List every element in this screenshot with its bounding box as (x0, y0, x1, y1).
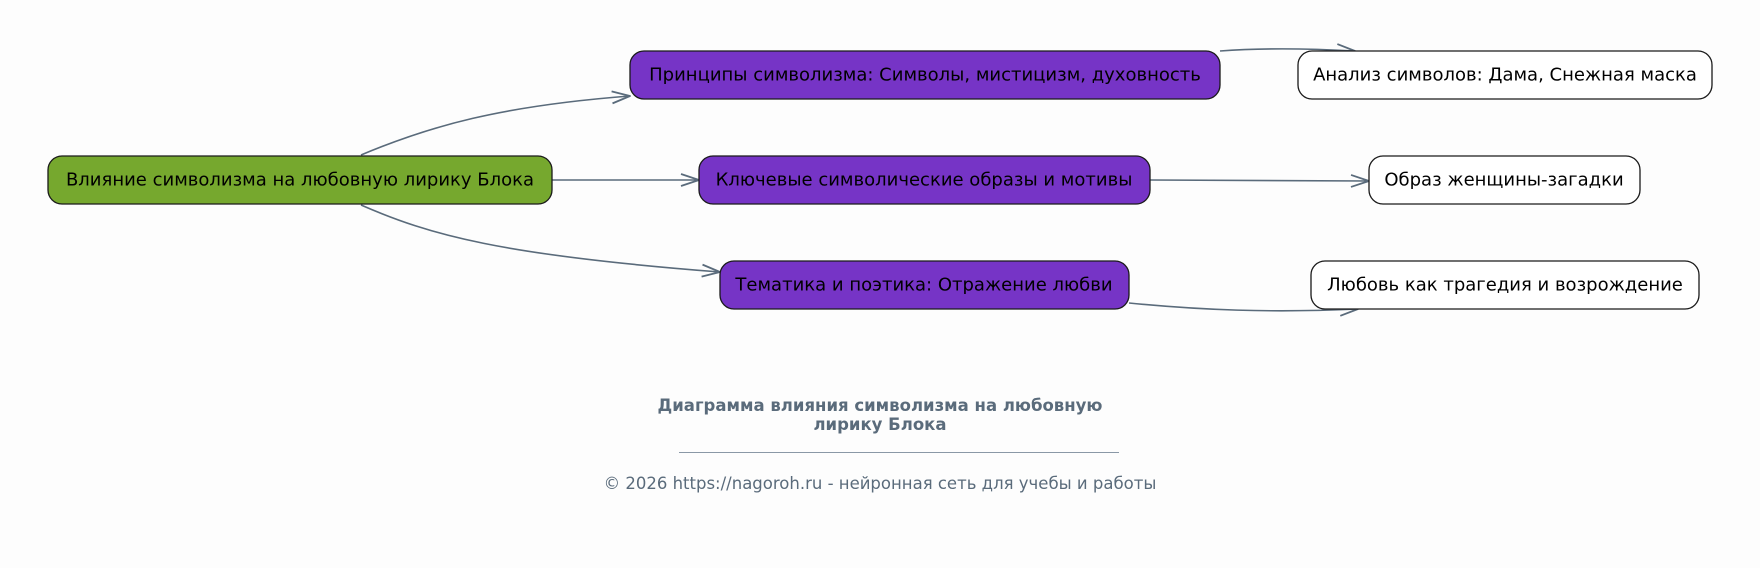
node-themes-label: Тематика и поэтика: Отражение любви (735, 274, 1113, 296)
edge-images-to-woman (1150, 180, 1369, 181)
caption-title-line-2: лирику Блока (813, 415, 947, 434)
copyright-text: © 2026 https://nagoroh.ru - нейронная сеть для учебы и работы (603, 474, 1157, 493)
node-root (48, 156, 552, 204)
node-root-label: Влияние символизма на любовную лирику Блока (65, 169, 535, 191)
node-images (699, 156, 1150, 204)
node-woman (1369, 156, 1640, 204)
edge-root-to-principles (361, 96, 630, 155)
node-love (1311, 261, 1699, 309)
node-images-label: Ключевые символические образы и мотивы (715, 169, 1133, 191)
edge-root-to-themes (361, 205, 720, 272)
diagram-caption-title (0, 396, 1760, 434)
node-principles (630, 51, 1220, 99)
node-love-label: Любовь как трагедия и возрождение (1327, 274, 1683, 296)
caption-title-line-1: Диаграмма влияния символизма на любовную (657, 396, 1103, 415)
caption-divider (679, 452, 1119, 453)
node-analysis-label: Анализ символов: Дама, Снежная маска (1313, 64, 1697, 86)
node-analysis (1298, 51, 1712, 99)
node-woman-label: Образ женщины-загадки (1384, 169, 1624, 191)
node-themes (720, 261, 1129, 309)
node-principles-label: Принципы символизма: Символы, мистицизм, духовность (649, 64, 1201, 86)
